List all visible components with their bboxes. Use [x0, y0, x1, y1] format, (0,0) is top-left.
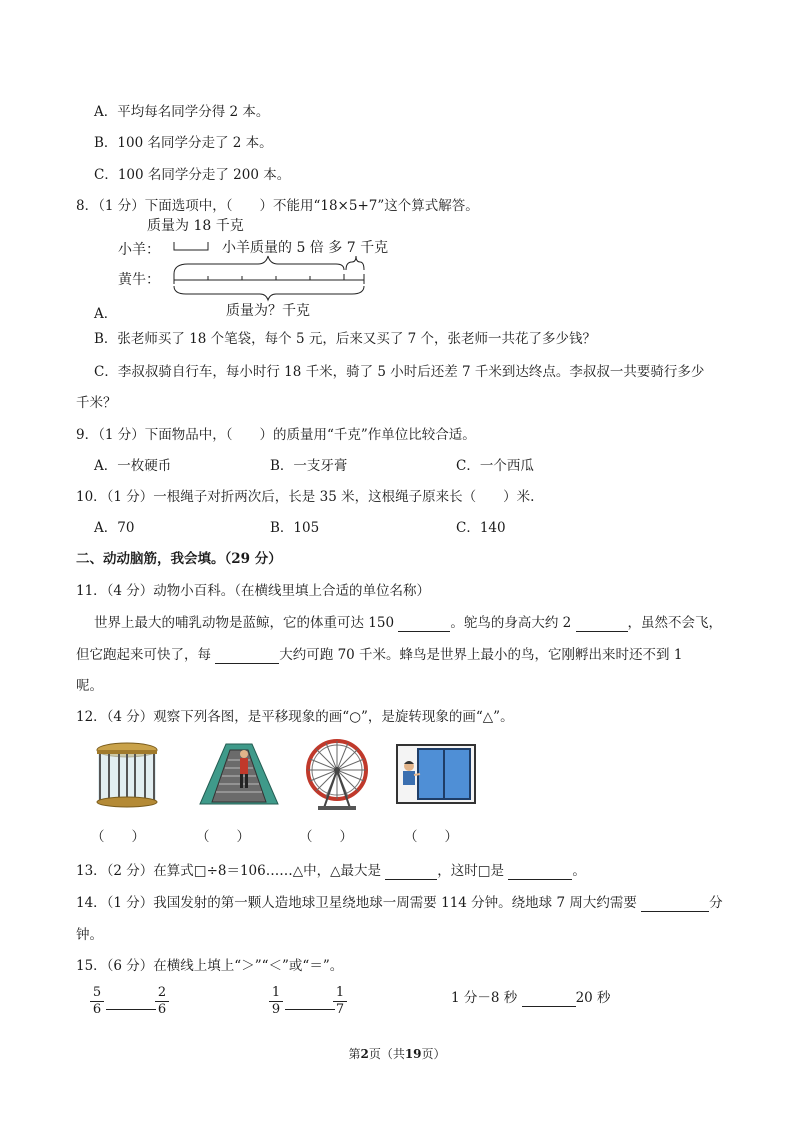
q15-frac2-right-den: 7	[333, 1001, 347, 1018]
q8-sheep-bar	[174, 242, 208, 250]
q10-option-c: C．140	[456, 520, 506, 536]
section-2-title: 二、动动脑筋，我会填。（29 分）	[76, 551, 282, 567]
q12-stem: 12．（4 分）观察下列各图，是平移现象的画“○”，是旋转现象的画“△”。	[76, 709, 514, 725]
q13-text-c: 。	[572, 863, 586, 879]
q14-text-a: 14．（1 分）我国发射的第一颗人造地球卫星绕地球一周需要 114 分钟。绕地球 7 周大约需要	[76, 895, 637, 911]
q8-option-c-line2: 千米？	[76, 395, 117, 411]
footer-page-number: 2	[360, 1047, 369, 1061]
q7-option-a: A．平均每名同学分得 2 本。	[94, 104, 270, 120]
q11-text-1a: 世界上最大的哺乳动物是蓝鲸，它的体重可达 150	[94, 615, 395, 631]
q13-blank-1[interactable]	[385, 865, 437, 880]
q8-bottom-label: 质量为？千克	[226, 303, 310, 319]
q15-frac1-right-den: 6	[155, 1001, 169, 1018]
q10-option-b: B．105	[270, 520, 320, 536]
q15-frac2-right-num: 1	[335, 985, 345, 1000]
q14-text-b: 分	[709, 895, 723, 911]
q8-brace-label: 小羊质量的 5 倍 多 7 千克	[222, 240, 389, 256]
q15-frac1-right	[155, 985, 169, 1018]
q14-line2: 钟。	[76, 927, 103, 943]
q8-cow-label: 黄牛：	[118, 272, 160, 288]
q11-blank-2[interactable]	[576, 617, 628, 632]
q11-text-1b: 。鸵鸟的身高大约 2	[450, 615, 572, 631]
q13-text-a: 13．（2 分）在算式□÷8＝106……△中，△最大是	[76, 863, 381, 879]
q15-frac1-left	[90, 985, 104, 1018]
q15-frac2-right	[333, 985, 347, 1018]
q11-blank-3[interactable]	[215, 649, 279, 664]
footer-pre: 第	[348, 1047, 361, 1061]
q15-stem: 15．（6 分）在横线上填上“＞”“＜”或“＝”。	[76, 958, 344, 974]
q14-blank[interactable]	[641, 897, 709, 912]
q8-small-brace	[346, 256, 364, 270]
q7-option-c: C．100 名同学分走了 200 本。	[94, 167, 291, 183]
q15-time-compare	[451, 989, 611, 1007]
q12-answer-slot-1[interactable]: （ ）	[91, 829, 145, 845]
q9-option-b: B．一支牙膏	[270, 458, 348, 474]
q11-text-2b: 大约可跑 70 千米。蜂鸟是世界上最小的鸟，它刚孵出来时还不到 1	[279, 647, 683, 663]
q8-option-a: A．	[94, 306, 118, 322]
q8-top-label: 质量为 18 千克	[147, 218, 244, 234]
q9-option-c: C．一个西瓜	[456, 458, 534, 474]
q15-time-right: 20 秒	[575, 990, 611, 1006]
q12-answer-slot-4[interactable]: （ ）	[404, 829, 458, 845]
q15-blank-2[interactable]	[285, 995, 335, 1010]
ferris-wheel-picture	[304, 738, 370, 812]
q11-blank-1[interactable]	[398, 617, 450, 632]
q11-text-1c: ，虽然不会飞，	[627, 615, 723, 631]
q8-top-brace	[174, 256, 344, 274]
q8-option-c-line1: C．李叔叔骑自行车，每小时行 18 千米，骑了 5 小时后还差 7 千米到达终点。李叔叔一共要骑行多少	[94, 364, 705, 380]
q11-line1	[94, 614, 722, 632]
q15-blank-3[interactable]	[522, 992, 576, 1007]
footer-total-pages: 19	[404, 1047, 422, 1061]
q15-blank-1[interactable]	[106, 995, 156, 1010]
q9-option-a: A．一枚硬币	[94, 458, 172, 474]
q13-line	[76, 862, 586, 880]
footer-mid: 页（共	[368, 1047, 405, 1061]
q13-blank-2[interactable]	[508, 865, 572, 880]
q15-frac2-left	[269, 985, 283, 1018]
q11-text-2a: 但它跑起来可快了，每	[76, 647, 211, 663]
q10-stem: 10．（1 分）一根绳子对折两次后，长是 35 米，这根绳子原来长（ ）米.	[76, 489, 535, 505]
escalator-picture	[198, 740, 280, 808]
q8-stem: 8．（1 分）下面选项中，（ ）不能用“18×5+7”这个算式解答。	[76, 198, 479, 214]
q11-line2	[76, 646, 682, 664]
q10-option-a: A．70	[94, 520, 135, 536]
q15-frac2-left-num: 1	[271, 985, 281, 1000]
q8-bottom-brace	[174, 286, 364, 300]
q12-answer-slot-3[interactable]: （ ）	[299, 829, 353, 845]
sliding-window-picture	[396, 744, 476, 804]
q15-frac1-left-num: 5	[92, 985, 102, 1000]
q13-text-b: ，这时□是	[437, 863, 505, 879]
q11-line3: 呢。	[76, 678, 103, 694]
footer-post: 页）	[421, 1047, 446, 1061]
q8-cow-ticks	[174, 274, 364, 284]
q15-frac2-left-den: 9	[269, 1001, 283, 1018]
q15-frac1-right-num: 2	[157, 985, 167, 1000]
q8-option-b: B．张老师买了 18 个笔袋，每个 5 元，后来又买了 7 个，张老师一共花了多少钱？	[94, 331, 597, 347]
q8-line-diagram	[110, 214, 410, 322]
q14-line1	[76, 894, 723, 912]
q15-frac1-left-den: 6	[90, 1001, 104, 1018]
q9-stem: 9．（1 分）下面物品中，（ ）的质量用“千克”作单位比较合适。	[76, 427, 476, 443]
q8-sheep-label: 小羊：	[118, 242, 160, 258]
q7-option-b: B．100 名同学分走了 2 本。	[94, 135, 273, 151]
q11-stem: 11．（4 分）动物小百科。（在横线里填上合适的单位名称）	[76, 583, 431, 599]
page-footer	[0, 1045, 794, 1062]
q15-time-left: 1 分－8 秒	[451, 990, 518, 1006]
revolving-door-picture	[95, 740, 159, 808]
q12-answer-slot-2[interactable]: （ ）	[196, 829, 250, 845]
